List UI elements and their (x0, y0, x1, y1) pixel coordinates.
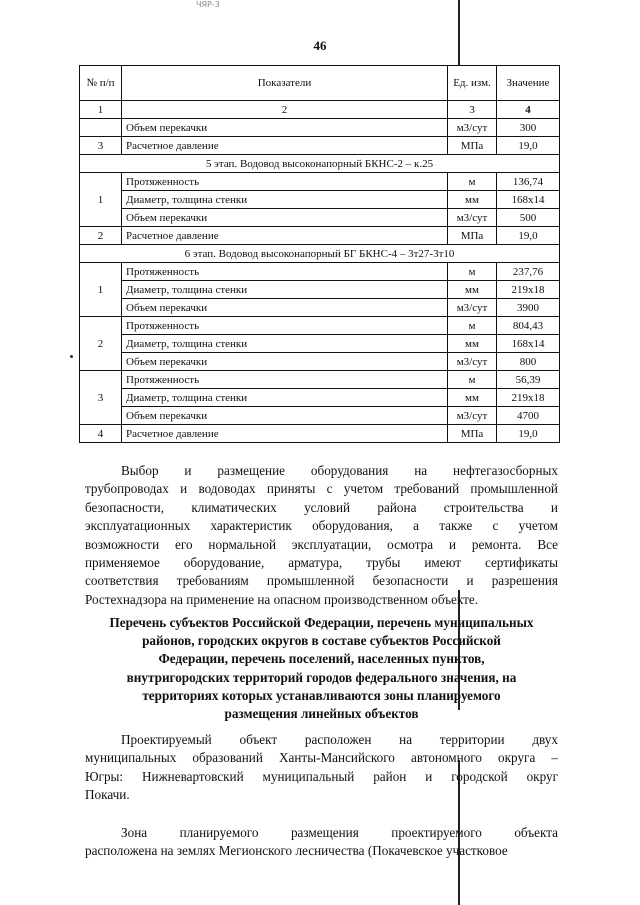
index-unit: 3 (448, 101, 497, 119)
header-num: № п/п (80, 66, 122, 101)
stage-row (80, 245, 560, 263)
section-heading (85, 614, 558, 723)
text-line: Зона планируемого размещения проектируемого объекта (121, 825, 558, 840)
paragraph-equipment (85, 462, 558, 609)
cell-unit: мм (448, 389, 497, 407)
heading-line: территориях которых устанавливаются зоны планируемого (142, 687, 501, 703)
text-line: соответствия требованиям промышленной безопасности и разрешения (85, 573, 558, 589)
cell-value: 19,0 (497, 227, 560, 245)
header-unit: Ед. изм. (448, 66, 497, 101)
cell-value: 500 (497, 209, 560, 227)
heading-line: районов, городских округов в составе субъектов Российской (142, 633, 501, 649)
table-row (80, 281, 560, 299)
cell-name: Диаметр, толщина стенки (122, 335, 448, 353)
cell-num: 3 (80, 371, 122, 425)
text-line: муниципальных образований Ханты-Мансийского автономного округа – (85, 750, 558, 766)
table-row (80, 263, 560, 281)
cell-num: 1 (80, 263, 122, 317)
index-num: 1 (80, 101, 122, 119)
index-value: 4 (497, 101, 560, 119)
cell-unit: МПа (448, 137, 497, 155)
cell-unit: мм (448, 281, 497, 299)
table-row (80, 173, 560, 191)
cell-num: 2 (80, 227, 122, 245)
cell-num: 2 (80, 317, 122, 371)
cell-name: Протяженность (122, 173, 448, 191)
cell-name: Протяженность (122, 371, 448, 389)
cell-num: 4 (80, 425, 122, 443)
cell-unit: м3/сут (448, 299, 497, 317)
cell-unit: мм (448, 335, 497, 353)
scan-artifact-line (458, 0, 460, 66)
cell-unit: м3/сут (448, 119, 497, 137)
cell-unit: м (448, 317, 497, 335)
table-row (80, 119, 560, 137)
cell-name: Диаметр, толщина стенки (122, 281, 448, 299)
cell-unit: МПа (448, 227, 497, 245)
cell-name: Объем перекачки (122, 299, 448, 317)
header-value: Значение (497, 66, 560, 101)
header-name: Показатели (122, 66, 448, 101)
cell-unit: м (448, 173, 497, 191)
cell-value: 219х18 (497, 389, 560, 407)
cell-name: Протяженность (122, 317, 448, 335)
table-row (80, 389, 560, 407)
cell-name: Расчетное давление (122, 137, 448, 155)
cell-value: 168х14 (497, 191, 560, 209)
text-line: расположена на землях Мегионского лесничества (Покачевское участковое (85, 843, 508, 859)
cell-value: 168х14 (497, 335, 560, 353)
table-row (80, 407, 560, 425)
scan-dot (70, 355, 73, 358)
cell-name: Объем перекачки (122, 119, 448, 137)
cell-name: Объем перекачки (122, 209, 448, 227)
text-line: Покачи. (85, 787, 130, 803)
stage-title: 5 этап. Водовод высоконапорный БКНС-2 – к.25 (80, 155, 560, 173)
cell-value: 136,74 (497, 173, 560, 191)
table-row (80, 191, 560, 209)
table-row (80, 299, 560, 317)
text-line: трубопроводах и водоводах приняты с учетом требований промышленной (85, 481, 558, 497)
page-number: 46 (313, 38, 327, 53)
stage-row (80, 155, 560, 173)
text-line: Проектируемый объект расположен на территории двух (121, 732, 558, 747)
heading-line: Перечень субъектов Российской Федерации, перечень муниципальных (109, 615, 534, 630)
table-row (80, 353, 560, 371)
cell-num (80, 119, 122, 137)
paragraph-zone (85, 824, 558, 861)
table-row (80, 209, 560, 227)
cell-name: Объем перекачки (122, 407, 448, 425)
stage-title: 6 этап. Водовод высоконапорный БГ БКНС-4 – 3т27-3т10 (80, 245, 560, 263)
cell-unit: м (448, 263, 497, 281)
heading-line: размещения линейных объектов (224, 706, 419, 722)
cell-name: Объем перекачки (122, 353, 448, 371)
text-line: Ростехнадзора на применение на опасном производственном объекте. (85, 591, 479, 607)
cell-value: 804,43 (497, 317, 560, 335)
text-line: возможности его нормальной эксплуатации, осмотра и ремонта. Все (85, 536, 558, 552)
heading-line: Федерации, перечень поселений, населенных пунктов, (158, 651, 485, 667)
cell-unit: м (448, 371, 497, 389)
text-line: применяемое оборудование, арматура, трубы имеют сертификаты (85, 555, 558, 571)
cell-value: 219х18 (497, 281, 560, 299)
cell-unit: м3/сут (448, 209, 497, 227)
cell-name: Протяженность (122, 263, 448, 281)
table-index-row (80, 101, 560, 119)
text-line: Выбор и размещение оборудования на нефтегазосборных (121, 463, 558, 478)
text-line: безопасности, климатических условий района строительства и (85, 499, 558, 515)
cell-name: Диаметр, толщина стенки (122, 191, 448, 209)
table-header-row (80, 66, 560, 101)
cell-name: Расчетное давление (122, 425, 448, 443)
cell-value: 3900 (497, 299, 560, 317)
table-row (80, 227, 560, 245)
index-name: 2 (122, 101, 448, 119)
cell-value: 800 (497, 353, 560, 371)
cell-num: 1 (80, 173, 122, 227)
cell-value: 4700 (497, 407, 560, 425)
cell-value: 237,76 (497, 263, 560, 281)
cell-unit: м3/сут (448, 353, 497, 371)
cell-num: 3 (80, 137, 122, 155)
cell-name: Диаметр, толщина стенки (122, 389, 448, 407)
cell-unit: м3/сут (448, 407, 497, 425)
cell-name: Расчетное давление (122, 227, 448, 245)
parameters-table (79, 65, 560, 443)
cell-value: 56,39 (497, 371, 560, 389)
text-line: эксплуатационных характеристик оборудования, а также с учетом (85, 518, 558, 534)
table-row (80, 425, 560, 443)
table-row (80, 335, 560, 353)
paragraph-location (85, 731, 558, 805)
cell-value: 19,0 (497, 137, 560, 155)
table-body (80, 119, 560, 443)
cell-value: 300 (497, 119, 560, 137)
table-row (80, 317, 560, 335)
cell-unit: МПа (448, 425, 497, 443)
table-row (80, 371, 560, 389)
scan-mark: ЧЯР-3 (196, 0, 220, 9)
cell-value: 19,0 (497, 425, 560, 443)
table-row (80, 137, 560, 155)
heading-line: внутригородских территорий городов федерального значения, на (126, 669, 517, 685)
cell-unit: мм (448, 191, 497, 209)
text-line: Югры: Нижневартовский муниципальный район и городской округ (85, 768, 558, 784)
